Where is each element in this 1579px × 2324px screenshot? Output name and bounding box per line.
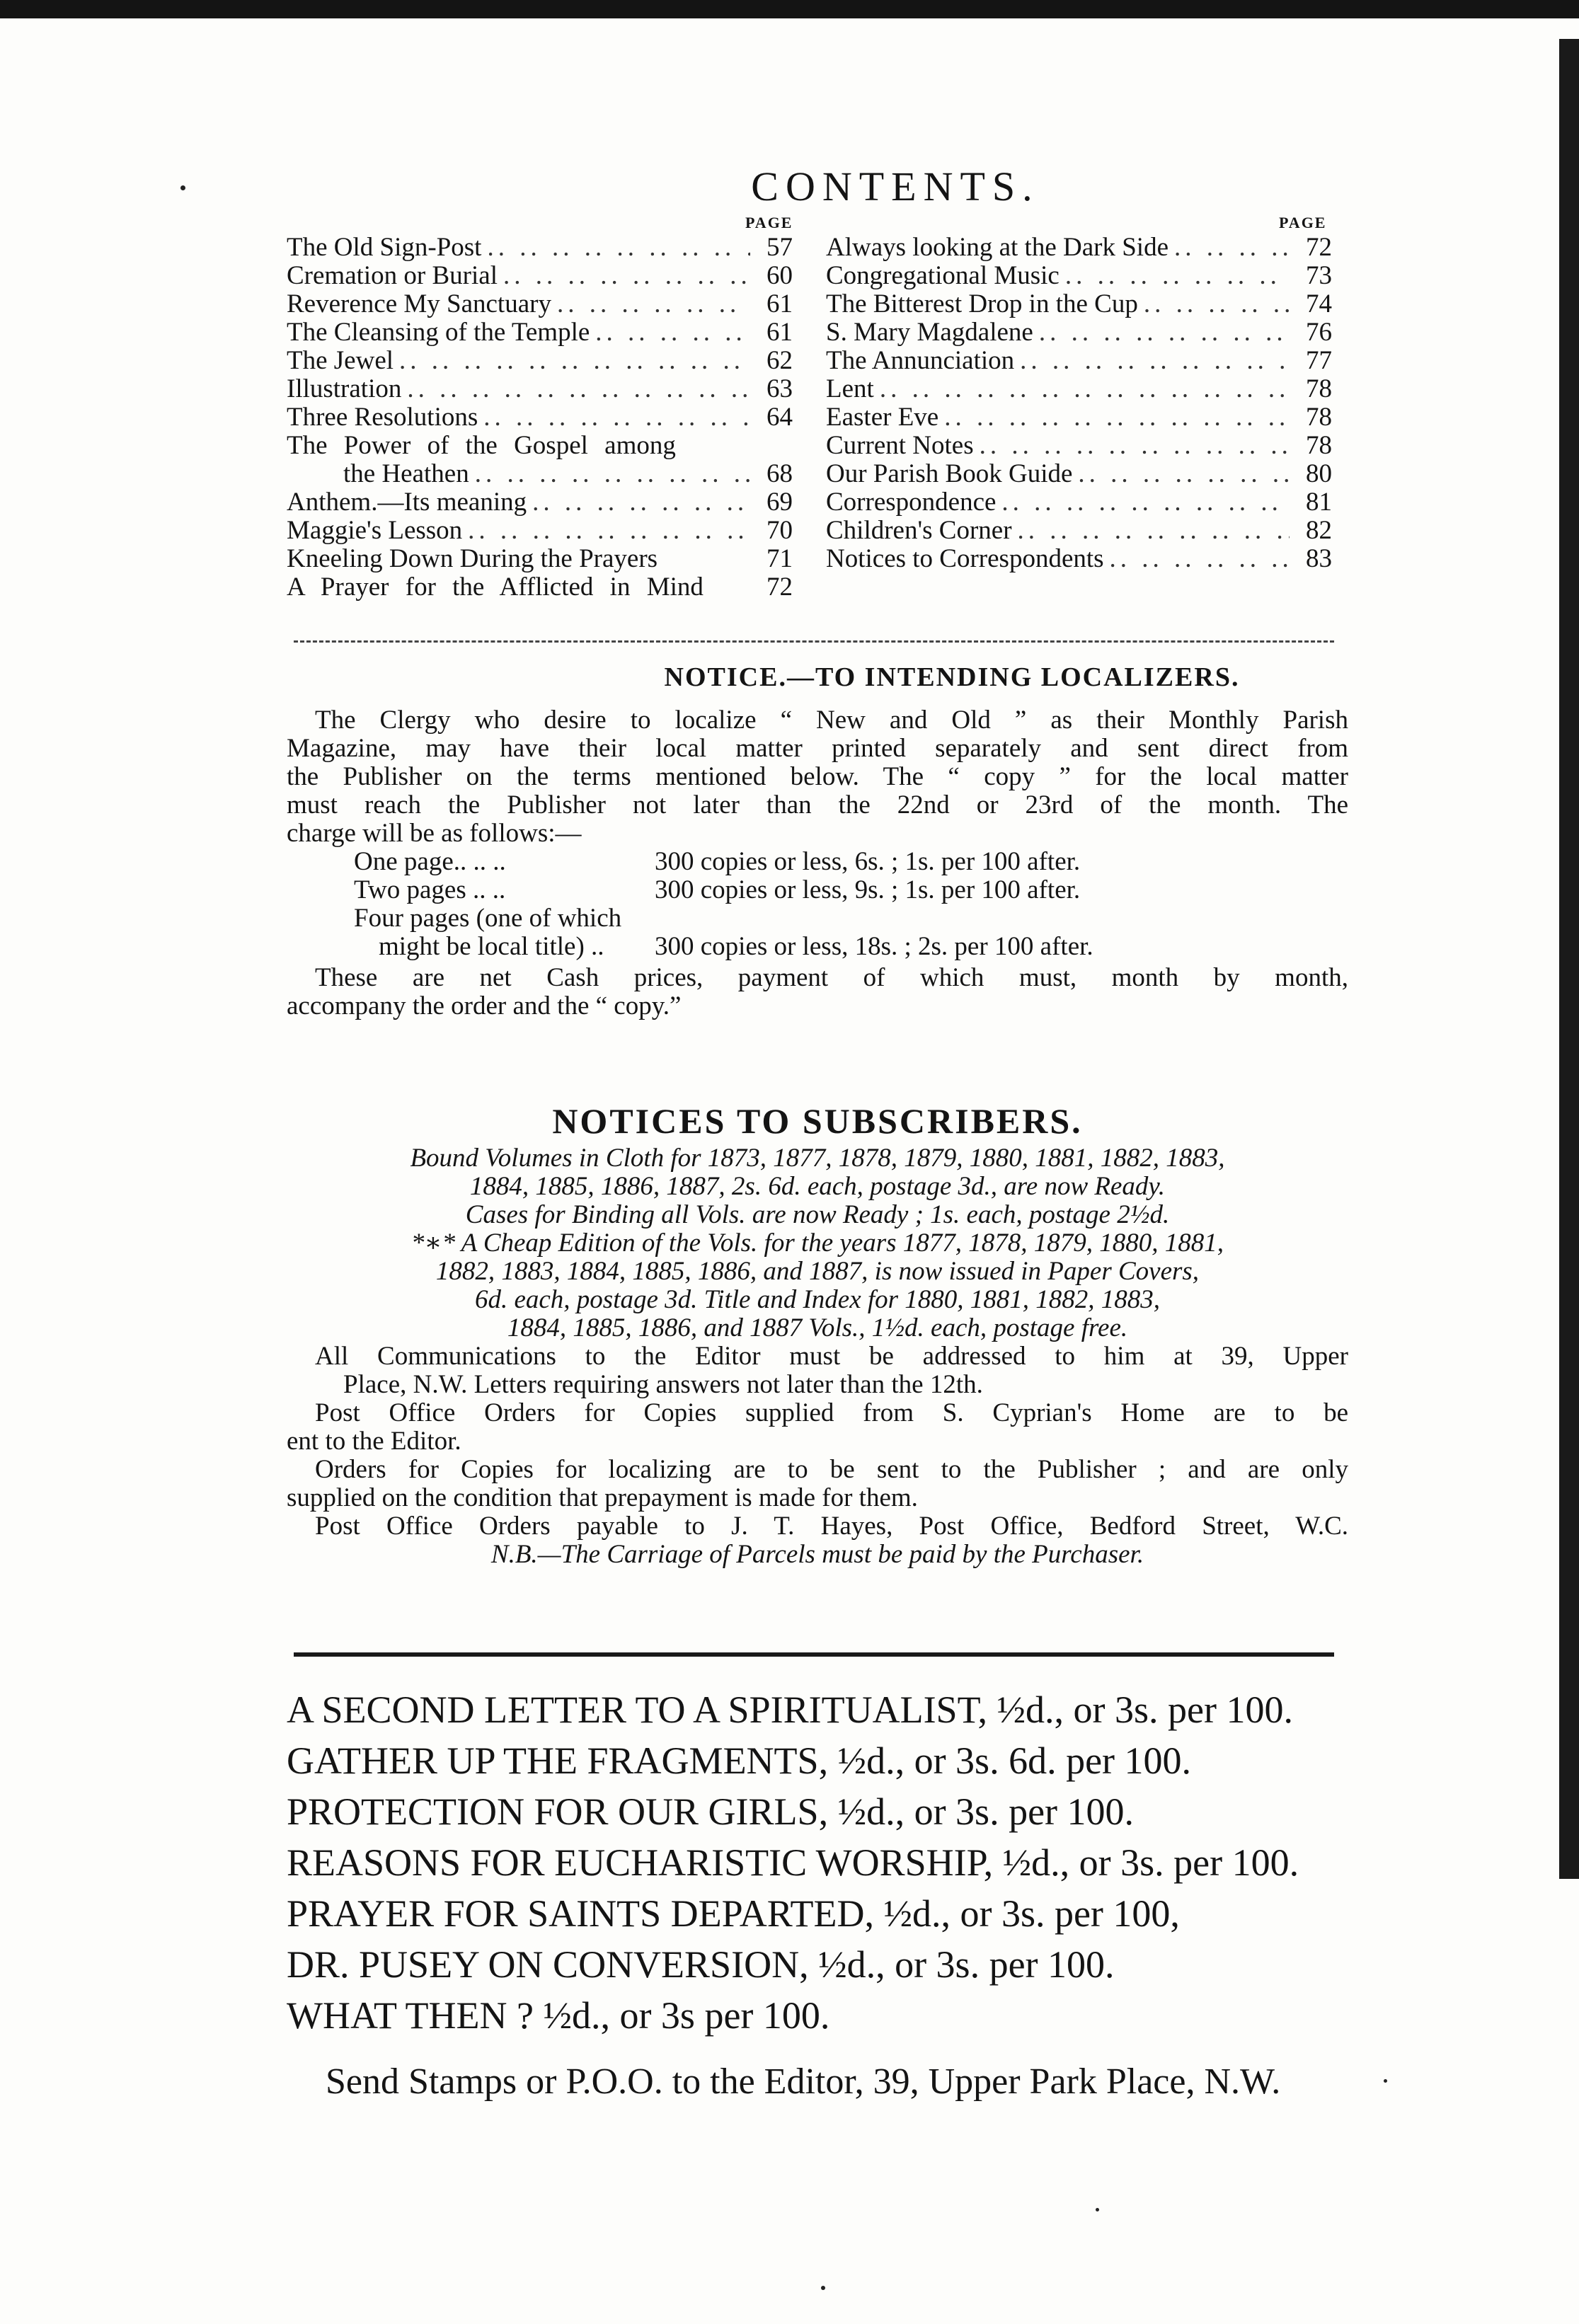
- notice-line: The Clergy who desire to localize “ New and Old ” as their Monthly Parish: [315, 706, 1348, 735]
- toc-entry: the Heathen .. .. 68: [287, 460, 793, 488]
- toc-entry: Illustration .. .. 63: [287, 375, 793, 403]
- page-heading-right: PAGE: [1279, 214, 1327, 231]
- toc-entry: Our Parish Book Guide .. .. 80: [826, 460, 1332, 488]
- toc-entry: A Prayer for the Afflicted in Mind 72: [287, 573, 793, 602]
- section-divider: [294, 640, 1334, 643]
- advert-line: GATHER UP THE FRAGMENTS, ½d., or 3s. 6d. per 100.: [287, 1739, 1192, 1782]
- notice-heading: NOTICE.—TO INTENDING LOCALIZERS.: [664, 662, 1240, 692]
- notice-line: Magazine, may have their local matter printed separately and sent direct from: [287, 734, 1348, 763]
- orders-line: Orders for Copies for localizing are to be sent to the Publisher ; and are only: [315, 1455, 1348, 1484]
- price-row: One page.. .. .. 300 copies or less, 6s. ; 1s. per 100 after.: [354, 847, 1081, 876]
- toc-entry: The Annunciation .. .. 77: [826, 347, 1332, 375]
- toc-entry: Cremation or Burial .. .. 60: [287, 262, 793, 290]
- toc-entry: Reverence My Sanctuary .. .. 61: [287, 290, 793, 318]
- notice-line: must reach the Publisher not later than the 22nd or 23rd of the month. The: [287, 790, 1348, 819]
- advert-line: WHAT THEN ? ½d., or 3s per 100.: [287, 1994, 830, 2037]
- bound-volumes-line: 1884, 1885, 1886, 1887, 2s. 6d. each, postage 3d., are now Ready.: [469, 1172, 1166, 1201]
- speck: [180, 185, 185, 190]
- toc-entry: Congregational Music .. .. 73: [826, 262, 1332, 290]
- toc-entry: Always looking at the Dark Side .. .. 72: [826, 234, 1332, 262]
- toc-entry: Current Notes .. .. 78: [826, 432, 1332, 460]
- price-row: Four pages (one of which: [354, 904, 622, 933]
- toc-entry: Three Resolutions .. .. 64: [287, 403, 793, 432]
- notice-line: charge will be as follows:—: [287, 819, 582, 848]
- communications-line: All Communications to the Editor must be addressed to him at 39, Upper: [315, 1342, 1348, 1371]
- speck: [1384, 2079, 1387, 2083]
- payable-line: Post Office Orders payable to J. T. Hayes, Post Office, Bedford Street, W.C.: [315, 1512, 1348, 1541]
- contents-title: CONTENTS.: [751, 163, 1040, 209]
- advert-line: PRAYER FOR SAINTS DEPARTED, ½d., or 3s. per 100,: [287, 1892, 1180, 1935]
- post-office-line: ent to the Editor.: [287, 1427, 461, 1456]
- orders-line: supplied on the condition that prepayment is made for them.: [287, 1483, 918, 1512]
- post-office-line: Post Office Orders for Copies supplied from S. Cyprian's Home are to be: [315, 1398, 1348, 1427]
- toc-entry: Notices to Correspondents .. .. 83: [826, 545, 1332, 573]
- advert-line: REASONS FOR EUCHARISTIC WORSHIP, ½d., or 3s. per 100.: [287, 1841, 1299, 1884]
- cheap-edition-line: *∗* A Cheap Edition of the Vols. for the years 1877, 1878, 1879, 1880, 1881,: [410, 1229, 1224, 1258]
- price-row: Two pages .. .. 300 copies or less, 9s. ; 1s. per 100 after.: [354, 875, 1081, 904]
- notice-body: [287, 706, 1348, 1020]
- section-rule: [294, 1652, 1334, 1657]
- notice-line: accompany the order and the “ copy.”: [287, 991, 682, 1020]
- toc-entry: Children's Corner .. .. 82: [826, 517, 1332, 545]
- advert-line: PROTECTION FOR OUR GIRLS, ½d., or 3s. per 100.: [287, 1790, 1135, 1833]
- price-row: might be local title) .. 300 copies or less, 18s. ; 2s. per 100 after.: [379, 932, 1093, 961]
- nb-line: N.B.—The Carriage of Parcels must be paid by the Purchaser.: [490, 1540, 1144, 1569]
- toc-entry: The Bitterest Drop in the Cup .. .. 74: [826, 290, 1332, 318]
- subscribers-body: [287, 1144, 1348, 1569]
- top-border: [0, 0, 1579, 18]
- communications-line: Place, N.W. Letters requiring answers not later than the 12th.: [343, 1370, 983, 1399]
- cheap-edition-line: 1884, 1885, 1886, and 1887 Vols., 1½d. each, postage free.: [507, 1313, 1128, 1342]
- binding-cases-line: Cases for Binding all Vols. are now Ready ; 1s. each, postage 2½d.: [465, 1200, 1170, 1229]
- speck: [821, 2286, 825, 2290]
- advert-line: A SECOND LETTER TO A SPIRITUALIST, ½d., or 3s. per 100.: [287, 1689, 1294, 1731]
- toc-entry: Anthem.—Its meaning .. .. 69: [287, 488, 793, 517]
- bound-volumes-line: Bound Volumes in Cloth for 1873, 1877, 1878, 1879, 1880, 1881, 1882, 1883,: [410, 1144, 1225, 1173]
- toc-entry: S. Mary Magdalene .. .. 76: [826, 318, 1332, 347]
- toc-entry: The Cleansing of the Temple .. .. 61: [287, 318, 793, 347]
- toc-entry: The Old Sign-Post .. .. 57: [287, 234, 793, 262]
- cheap-edition-line: 1882, 1883, 1884, 1885, 1886, and 1887, is now issued in Paper Covers,: [435, 1257, 1200, 1286]
- toc-entry: Maggie's Lesson .. .. 70: [287, 517, 793, 545]
- contents-right-column: [826, 234, 1332, 573]
- cheap-edition-line: 6d. each, postage 3d. Title and Index for 1880, 1881, 1882, 1883,: [474, 1285, 1161, 1314]
- toc-entry: Kneeling Down During the Prayers 71: [287, 544, 793, 573]
- subscribers-heading: NOTICES TO SUBSCRIBERS.: [552, 1101, 1083, 1141]
- advert-line: DR. PUSEY ON CONVERSION, ½d., or 3s. per 100.: [287, 1943, 1115, 1986]
- notice-line: the Publisher on the terms mentioned below. The “ copy ” for the local matter: [287, 762, 1348, 791]
- toc-entry: The Power of the Gospel among: [287, 431, 676, 460]
- toc-entry: The Jewel .. .. 62: [287, 347, 793, 375]
- toc-entry: Lent .. .. 78: [826, 375, 1332, 403]
- notice-line: These are net Cash prices, payment of which must, month by month,: [315, 963, 1348, 992]
- send-stamps-line: Send Stamps or P.O.O. to the Editor, 39, Upper Park Place, N.W.: [326, 2061, 1281, 2102]
- right-page-edge: [1559, 39, 1579, 1879]
- contents-left-column: [287, 234, 793, 602]
- speck: [1096, 2208, 1099, 2211]
- page-heading-left: PAGE: [745, 214, 793, 231]
- toc-entry: Easter Eve .. .. 78: [826, 403, 1332, 432]
- toc-entry: Correspondence .. .. 81: [826, 488, 1332, 517]
- advertisement-list: [287, 1684, 1348, 2107]
